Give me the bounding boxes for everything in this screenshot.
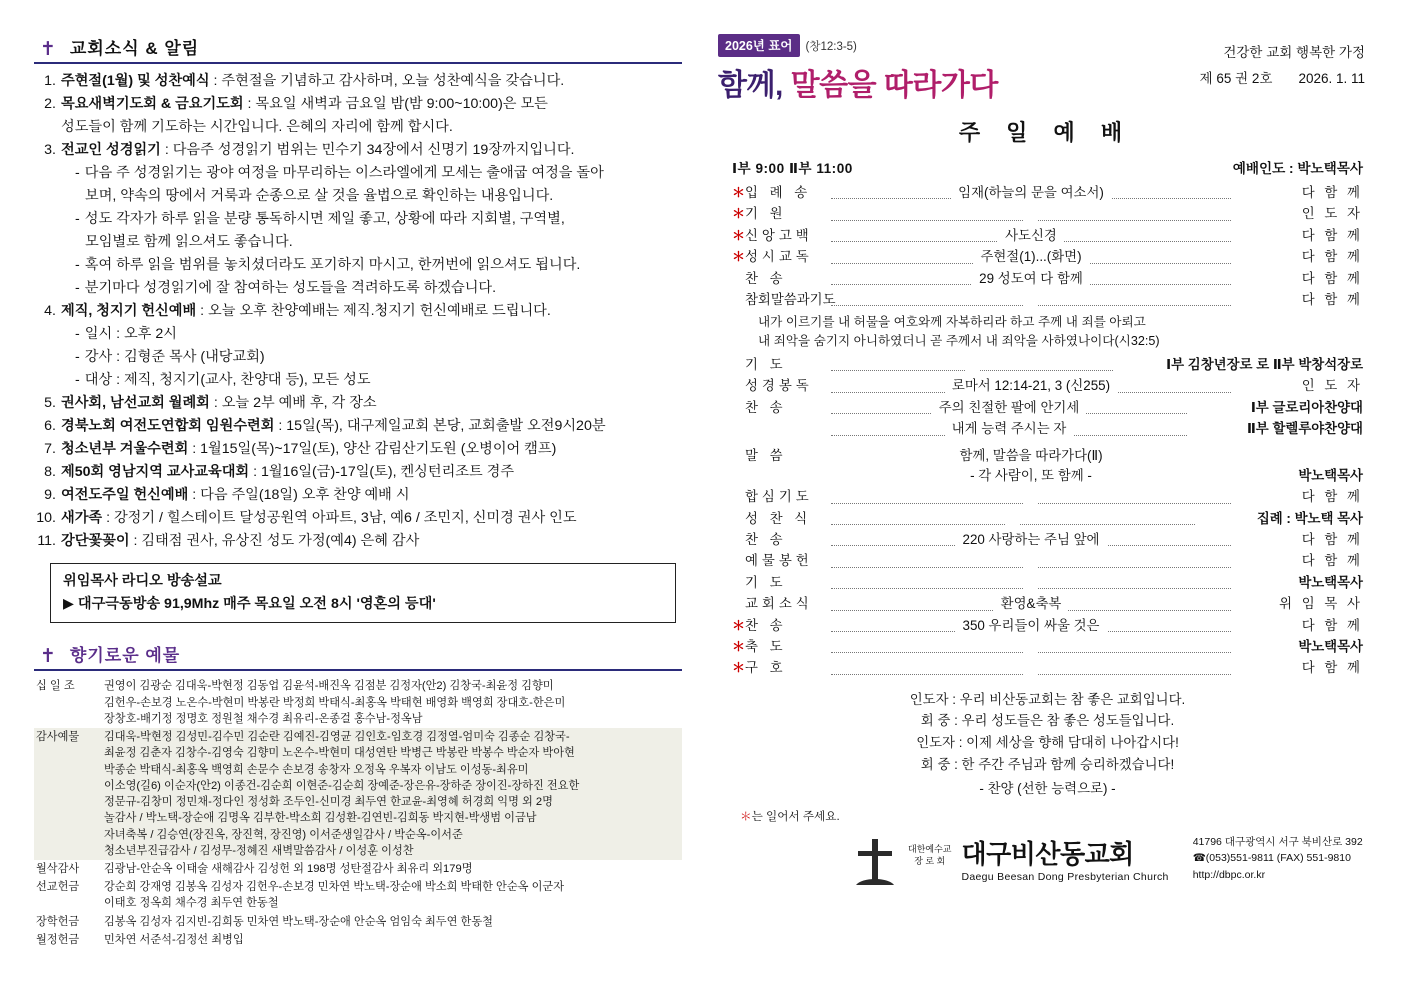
worship-detail	[1024, 489, 1038, 504]
offerings-title: 향기로운 예물	[69, 646, 181, 666]
worship-assignee: 다 함 께	[1301, 291, 1363, 307]
worship-assignee: 다 함 께	[1301, 185, 1363, 200]
table-row	[34, 860, 682, 878]
worship-row	[732, 398, 1363, 418]
worship-label: 찬 송	[745, 617, 787, 633]
list-item	[34, 484, 682, 507]
worship-label: 찬 송	[745, 399, 787, 415]
sermon-title: 함께, 말씀을 따라가다(Ⅱ)	[831, 446, 1231, 466]
sermon-label: 말 씀	[745, 447, 787, 463]
sub-text: 다음 주 성경읽기는 광야 여정을 마무리하는 이스라엘에게 모세는 출애굽 여정을 돌아	[84, 165, 604, 181]
worship-detail	[1024, 206, 1038, 221]
notice-body	[61, 392, 682, 415]
theme-year-badge: 2026년 표어	[718, 34, 800, 57]
standing-star-icon: ＊	[732, 249, 746, 265]
radio-box-text: 대구극동방송 91,9Mhz 매주 목요일 오전 8시 '영혼의 등대'	[77, 595, 436, 612]
notice-text: : 오늘 2부 예배 후, 각 장소	[209, 395, 377, 411]
worship-assignee: Ⅱ부 할렐루야찬양대	[1246, 421, 1363, 437]
church-logo-icon	[852, 837, 898, 887]
notice-text: : 1월15일(목)~17일(토), 양산 감림산기도원 (오병이어 캠프)	[188, 441, 557, 457]
worship-detail: 임재(하늘의 문을 여소서)	[951, 185, 1111, 200]
offering-names: 민차연 서준석-김정선 최병입	[104, 933, 244, 946]
notice-text: : 다음 주일(18일) 오후 찬양 예배 시	[188, 487, 410, 503]
sub-item	[34, 254, 682, 277]
notice-title: 청소년부 겨울수련회	[61, 441, 189, 457]
sub-item	[34, 277, 682, 300]
notice-number: 8.	[44, 464, 56, 480]
sub-text: 강사 : 김형준 목사 (내당교회)	[84, 349, 265, 365]
standing-star-icon: ＊	[732, 185, 746, 200]
sub-text: 분기마다 성경읽기에 잘 참여하는 성도들을 격려하도록 하겠습니다.	[84, 280, 497, 296]
dash-marker: -	[75, 280, 80, 296]
offering-category: 감사예물	[34, 728, 102, 860]
sub-text: 대상 : 제직, 청지기(교사, 찬양대 등), 모든 성도	[84, 372, 371, 388]
dash-marker: -	[75, 257, 80, 273]
notice-text: : 목요일 새벽과 금요일 밤(밤 9:00~10:00)은 모든	[243, 96, 548, 112]
worship-detail: 주현절(1)...(화면)	[973, 249, 1088, 264]
theme-scripture-ref: (창12:3-5)	[805, 41, 857, 53]
notice-body	[61, 530, 682, 553]
offering-names: 김대욱-박현정 김성민-김수민 김순란 김예진-김영균 김인호-임호경 김정열-엄미숙 김종순 김창국- 최윤정 김춘자 김창수-김영숙 김향미 노온수-박현미 대성연탄 박병근 박봉란 박봉수 박순자 박아현 박종순 박태식-최홍옥 백영희 손문수 손보경 송창자 오정옥 우복자 이남도 이성동-최유미 이소영(길6) 이순자(안2) 이종건-김순희 이현준-김순희 장예준-장은유-장하준 장이진-장하진 전요한 정문규-김창미 정민채-정다인 정성화 조두인-신미경 최두연 한교윤-최영혜 허경희 익명 외 2명 놀감사 / 박노택-장순애 김명옥 김부한-박소희 김성환-김연빈-김희동 박지현-박생범 이금남 자녀축복 / 김승연(장진옥, 장진혁, 장진영) 이서준생일감사 / 박순옥-이서준 청소년부진급감사 / 김성무-정혜진 새벽말씀감사 / 이성훈 이성찬	[102, 728, 682, 860]
cross-icon: ✝	[40, 646, 56, 668]
dash-marker: -	[75, 326, 80, 342]
church-phone: ☎(053)551-9811 (FAX) 551-9810	[1192, 852, 1351, 865]
worship-label: 성시교독	[745, 249, 813, 265]
worship-row	[732, 637, 1363, 657]
worship-detail	[1024, 553, 1038, 568]
footnote-text: 는 일어서 주세요.	[751, 810, 840, 824]
worship-assignee: 다 함 께	[1301, 532, 1363, 548]
confession-text: 내가 이르기를 내 허물을 여호와께 자복하리라 하고 주께 내 죄를 아뢰고 내 죄악을 숨기지 아니하였더니 곧 주께서 내 죄악을 사하였나이다(시32:5)	[758, 315, 1160, 349]
list-item	[34, 461, 682, 484]
worship-row	[732, 616, 1363, 636]
theme-title-part1: 함께,	[718, 69, 791, 102]
cross-icon: ✝	[40, 39, 56, 60]
notice-number: 1.	[44, 73, 56, 89]
church-website[interactable]: http://dbpc.or.kr	[1192, 868, 1266, 881]
notice-body	[61, 70, 682, 93]
list-item	[34, 438, 682, 461]
standing-star-icon: ＊	[732, 227, 746, 243]
worship-assignee: 인 도 자	[1301, 206, 1363, 222]
dash-marker: -	[75, 349, 80, 365]
notice-text: : 김태점 권사, 유상진 성도 가정(예4) 은혜 감사	[129, 533, 420, 549]
notice-title: 강단꽃꽂이	[61, 533, 130, 549]
standing-star-icon: ＊	[732, 617, 746, 633]
worship-assignee: 다 함 께	[1301, 553, 1363, 569]
worship-label: 합심기도	[745, 489, 813, 505]
worship-assignee: Ⅰ부 글로리아찬양대	[1250, 399, 1363, 415]
list-item	[34, 392, 682, 415]
worship-label: 찬 송	[745, 270, 787, 286]
worship-detail: 29 성도여 다 함께	[972, 271, 1090, 286]
notice-text: : 주현절을 기념하고 감사하며, 오늘 성찬예식을 갖습니다.	[209, 73, 565, 89]
standing-footnote	[732, 808, 1363, 824]
worship-label: 예물봉헌	[745, 553, 813, 569]
worship-label: 참회말씀과기도	[745, 291, 836, 307]
worship-detail	[1024, 292, 1038, 307]
offerings-section-header	[34, 641, 682, 671]
sub-text: 일시 : 오후 2시	[84, 326, 177, 342]
worship-row	[732, 226, 1363, 246]
notice-number: 9.	[44, 487, 56, 503]
worship-assignee: 다 함 께	[1301, 617, 1363, 633]
notice-title: 주현절(1월) 및 성찬예식	[61, 73, 210, 89]
worship-row	[732, 419, 1363, 439]
standing-star-icon: ＊	[740, 810, 752, 824]
offering-names: 권영이 김광순 김대욱-박현정 김동업 김윤석-배진옥 김점분 김정자(안2) 김창국-최윤정 김향미 김헌우-손보경 노온수-박현미 박봉란 박정희 박태식-최홍옥 박태현 배영화 백영희 장대호-한은미 장창호-배기정 정명호 정원철 채수경 최유리-온종걸 홍수남-정옥남	[104, 680, 566, 725]
offering-category: 장학헌금	[36, 915, 80, 928]
worship-row	[732, 247, 1363, 267]
notice-body	[61, 461, 682, 484]
sub-item	[34, 369, 682, 392]
radio-box-title: 위임목사 라디오 방송설교	[63, 573, 222, 589]
notice-number: 4.	[44, 303, 56, 319]
notice-body	[61, 415, 682, 438]
list-item	[34, 300, 682, 323]
offering-names: 김광남-안순옥 이태술 새해감사 김성헌 외 198명 성탄절감사 최유리 외179명	[104, 863, 473, 876]
worship-assignee: 다 함 께	[1301, 270, 1363, 286]
radio-broadcast-box	[50, 563, 676, 623]
notice-number: 11.	[37, 533, 56, 549]
notice-title: 제직, 청지기 헌신예배	[61, 303, 197, 319]
table-row	[34, 931, 682, 949]
worship-assignee: 다 함 께	[1301, 249, 1363, 265]
worship-label: 기 도	[745, 357, 787, 373]
right-column	[700, 0, 1403, 992]
worship-detail	[965, 357, 979, 372]
volume-number: 제 65 권 2호	[1199, 70, 1273, 86]
dialogue-line: 회 중 : 우리 성도들은 참 좋은 성도들입니다.	[920, 713, 1175, 729]
praise-note: - 찬양 (선한 능력으로) -	[979, 781, 1116, 797]
worship-label: 성 찬 식	[745, 510, 812, 526]
worship-label: 입 례 송	[745, 185, 812, 200]
worship-detail: 환영&축복	[994, 596, 1069, 611]
dash-marker: -	[75, 372, 80, 388]
worship-row	[732, 551, 1363, 571]
worship-detail: 사도신경	[998, 228, 1064, 243]
notice-number: 2.	[44, 96, 56, 112]
notice-body	[61, 438, 682, 461]
worship-assignee: 박노택목사	[1298, 638, 1363, 654]
worship-label: 교회소식	[745, 596, 813, 612]
sub-text: 혹여 하루 읽을 범위를 놓치셨더라도 포기하지 마시고, 한꺼번에 읽으셔도 됩니다.	[84, 257, 581, 273]
dialogue-line: 인도자 : 우리 비산동교회는 참 좋은 교회입니다.	[909, 691, 1186, 707]
worship-label: 찬 송	[745, 532, 787, 548]
list-item	[34, 415, 682, 438]
dialogue-line: 회 중 : 한 주간 주님과 함께 승리하겠습니다!	[920, 756, 1175, 772]
worship-label: 신앙고백	[745, 227, 813, 243]
sub-text: 보며, 약속의 땅에서 거룩과 순종으로 살 것을 율법으로 확인하는 내용입니다.	[85, 188, 554, 204]
offering-category: 십 일 조	[36, 680, 75, 693]
notice-title: 목요새벽기도회 & 금요기도회	[61, 96, 244, 112]
sermon-row	[732, 446, 1363, 487]
notice-title: 새가족	[61, 510, 103, 526]
notice-title: 전교인 성경읽기	[61, 142, 161, 158]
offering-category: 선교헌금	[36, 881, 80, 894]
standing-star-icon: ＊	[732, 638, 746, 654]
worship-row	[732, 355, 1363, 375]
worship-row	[732, 658, 1363, 678]
sermon-preacher: 박노택목사	[1298, 467, 1363, 483]
notice-number: 5.	[44, 395, 56, 411]
worship-row	[732, 183, 1363, 203]
list-item	[34, 70, 682, 93]
worship-detail	[1024, 639, 1038, 654]
worship-assignee: 인 도 자	[1301, 378, 1363, 394]
sermon-subtitle: - 각 사람이, 또 함께 -	[831, 466, 1231, 486]
sub-text: 모임별로 함께 읽으셔도 좋습니다.	[85, 234, 293, 250]
worship-assignee: 위 임 목 사	[1279, 596, 1363, 612]
notices-title: 교회소식 & 알림	[69, 39, 200, 58]
denomination-label: 대한예수교 장 로 회	[908, 844, 952, 866]
theme-title-part2: 말씀을 따라가다	[790, 69, 998, 102]
offering-category: 월삭감사	[36, 863, 80, 876]
sub-item	[34, 162, 682, 208]
church-footer	[732, 834, 1363, 889]
theme-block	[718, 34, 1108, 104]
church-address: 41796 대구광역시 서구 북비산로 392	[1192, 836, 1363, 849]
notice-number: 6.	[44, 418, 56, 434]
table-row	[34, 728, 682, 860]
worship-detail: 내게 능력 주시는 자	[945, 421, 1074, 436]
dialogue-line: 인도자 : 이제 세상을 향해 담대히 나아갑시다!	[916, 735, 1179, 751]
church-contact	[1179, 834, 1363, 889]
theme-title	[718, 60, 1108, 104]
notice-text: : 오늘 오후 찬양예배는 제직.청지기 헌신예배로 드립니다.	[196, 303, 551, 319]
list-item	[34, 93, 682, 116]
notices-section-header	[34, 34, 682, 64]
worship-assignee: 다 함 께	[1301, 489, 1363, 505]
notice-number: 3.	[44, 142, 56, 158]
offering-names: 강순희 강재영 김봉옥 김성자 김헌우-손보경 민차연 박노택-장순애 박소희 박태한 안순옥 이군자 이태호 정옥희 채수경 최두연 한동철	[104, 881, 565, 910]
church-name-block	[961, 840, 1168, 883]
sub-item	[34, 208, 682, 254]
church-name-en: Daegu Beesan Dong Presbyterian Church	[961, 870, 1169, 883]
worship-row	[732, 290, 1363, 310]
notice-text: : 강정기 / 힐스테이트 달성공원역 아파트, 3남, 예6 / 조민지, 신미경 권사 인도	[102, 510, 577, 526]
worship-row	[732, 487, 1363, 507]
worship-row	[732, 204, 1363, 224]
slogan: 건강한 교회 행복한 가정	[1223, 45, 1365, 60]
worship-label: 기 도	[745, 574, 787, 590]
worship-assignee: 다 함 께	[1301, 227, 1363, 243]
worship-assignee: 박노택목사	[1298, 574, 1363, 590]
worship-detail	[1006, 511, 1020, 526]
dash-marker: -	[75, 211, 80, 227]
worship-detail: 로마서 12:14-21, 3 (신255)	[945, 378, 1117, 393]
sub-item	[34, 346, 682, 369]
worship-assignee: Ⅰ부 김창년장로 로 Ⅱ부 박창석장로	[1166, 357, 1363, 373]
masthead-info	[1200, 34, 1373, 91]
notice-title: 제50회 영남지역 교사교육대회	[61, 464, 250, 480]
service-times: Ⅰ부 9:00 Ⅱ부 11:00	[732, 161, 853, 176]
notice-number: 7.	[44, 441, 56, 457]
worship-detail	[1024, 575, 1038, 590]
worship-assignee: 집례 : 박노택 목사	[1256, 510, 1363, 526]
arrow-icon: ▶	[63, 595, 74, 612]
table-row	[34, 677, 682, 728]
list-item-cont	[34, 116, 682, 139]
standing-star-icon: ＊	[732, 206, 746, 222]
notice-body	[61, 139, 682, 162]
issue-date: 2026. 1. 11	[1298, 70, 1365, 86]
sub-item	[34, 323, 682, 346]
offerings-section	[34, 641, 682, 949]
offering-names: 김봉옥 김성자 김지빈-김희동 민차연 박노택-장순애 안순옥 엄임숙 최두연 한동철	[104, 915, 493, 928]
notice-body	[61, 507, 682, 530]
list-item	[34, 507, 682, 530]
worship-row	[732, 509, 1363, 529]
worship-label: 성경봉독	[745, 378, 813, 394]
worship-row	[732, 269, 1363, 289]
service-leader: 예배인도 : 박노택목사	[1232, 161, 1363, 176]
notice-body	[61, 93, 682, 116]
table-row	[34, 878, 682, 912]
notice-title: 여전도주일 헌신예배	[61, 487, 189, 503]
left-column	[0, 0, 700, 992]
notice-title: 권사회, 남선교회 월례회	[61, 395, 210, 411]
notice-body	[61, 300, 682, 323]
radio-box-line	[63, 593, 665, 616]
worship-label: 축 도	[745, 638, 787, 654]
notice-text: : 15일(목), 대구제일교회 본당, 교회출발 오전9시20분	[274, 418, 606, 434]
offerings-table	[34, 677, 682, 949]
worship-assignee: 다 함 께	[1301, 660, 1363, 676]
standing-star-icon: ＊	[732, 660, 746, 676]
notice-text: : 다음주 성경읽기 범위는 민수기 34장에서 신명기 19장까지입니다.	[160, 142, 575, 158]
worship-detail: 220 사랑하는 주님 앞에	[956, 532, 1107, 547]
church-name-kr: 대구비산동교회	[961, 839, 1134, 870]
dash-marker: -	[75, 165, 80, 181]
notice-number: 10.	[36, 510, 56, 526]
notice-body	[61, 484, 682, 507]
list-item	[34, 530, 682, 553]
list-item	[34, 139, 682, 162]
worship-label: 구 호	[745, 660, 787, 676]
sub-text: 성도 각자가 하루 읽을 분량 통독하시면 제일 좋고, 상황에 따라 지회별, 구역별,	[84, 211, 565, 227]
notice-cont: 성도들이 함께 기도하는 시간입니다. 은혜의 자리에 함께 합시다.	[61, 119, 453, 135]
service-times-row	[732, 157, 1363, 177]
worship-row	[732, 376, 1363, 396]
worship-detail: 350 우리들이 싸울 것은	[956, 618, 1107, 633]
page-title: 주 일 예 배	[958, 120, 1133, 145]
worship-label: 기 원	[745, 206, 787, 222]
closing-dialogue	[732, 689, 1363, 801]
order-of-worship	[718, 157, 1373, 889]
worship-row	[732, 573, 1363, 593]
notice-title: 경북노회 여전도연합회 임원수련회	[61, 418, 275, 434]
worship-row	[732, 530, 1363, 550]
offering-category: 월정헌금	[36, 933, 80, 946]
table-row	[34, 913, 682, 931]
worship-detail: 주의 친절한 팔에 안기세	[932, 400, 1087, 415]
notice-text: : 1월16일(금)-17일(토), 켄싱턴리조트 경주	[249, 464, 515, 480]
worship-row	[732, 594, 1363, 614]
worship-detail	[1024, 660, 1038, 675]
bulletin-masthead	[718, 34, 1373, 104]
notices-list	[34, 70, 682, 553]
